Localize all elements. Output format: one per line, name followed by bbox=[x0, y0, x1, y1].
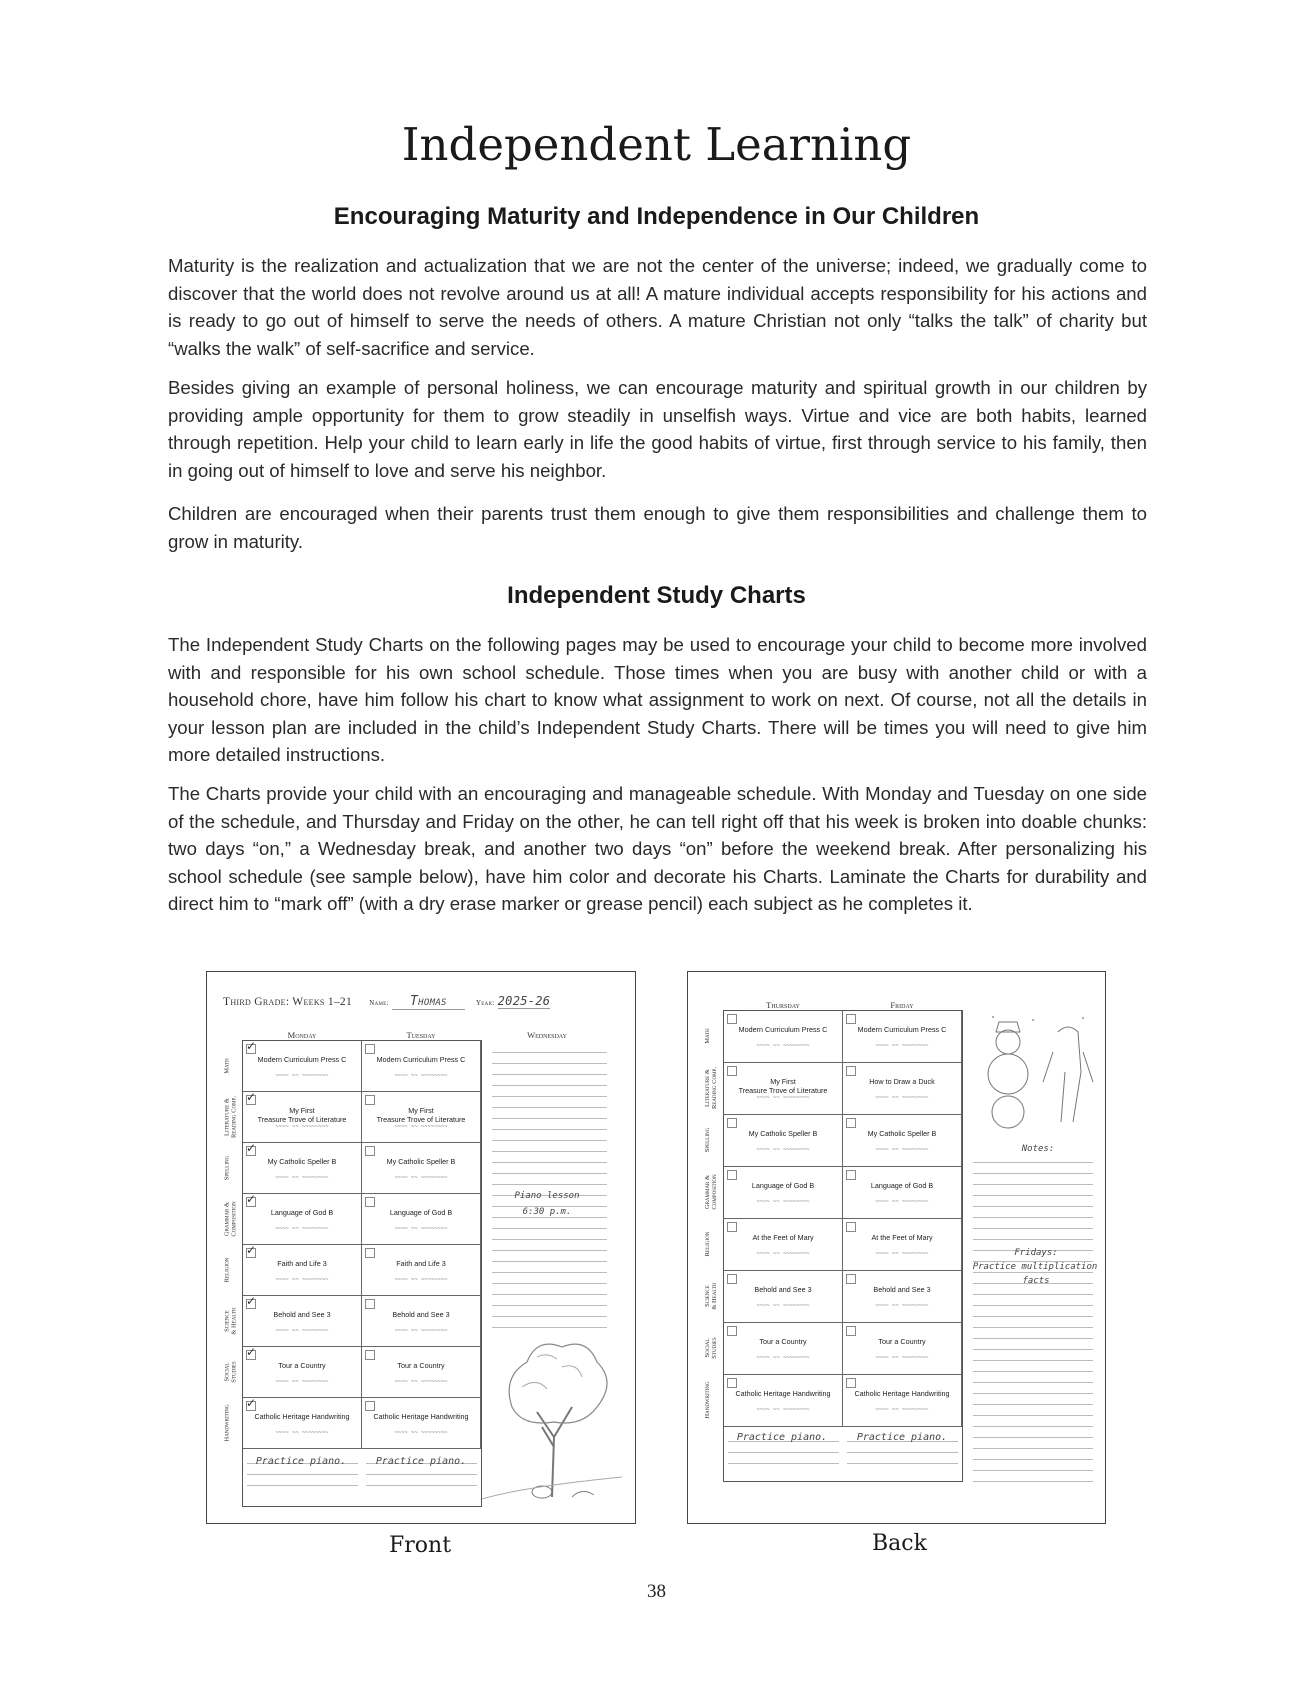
book-title: Language of God B bbox=[389, 1207, 453, 1217]
schedule-cell bbox=[843, 1115, 962, 1167]
checkbox bbox=[727, 1170, 737, 1180]
book-title: Behold and See 3 bbox=[754, 1285, 812, 1294]
schedule-cell bbox=[843, 1011, 962, 1063]
ruled-line bbox=[366, 1474, 477, 1475]
back-note: Fridays: bbox=[1014, 1248, 1058, 1258]
ruled-line bbox=[973, 1470, 1093, 1471]
schedule-cell bbox=[724, 1323, 843, 1375]
ruled-line bbox=[492, 1118, 607, 1119]
page-number: 38 bbox=[647, 1581, 666, 1602]
ruled-line bbox=[973, 1316, 1093, 1317]
handwritten-note: ~~~~ ~~ ~~~~~~~~ bbox=[875, 1199, 929, 1205]
subject-label: Literature & Reading Comp. bbox=[704, 1067, 718, 1109]
checkbox bbox=[727, 1066, 737, 1076]
book-title: Behold and See 3 bbox=[392, 1309, 450, 1319]
book-title: Catholic Heritage Handwriting bbox=[735, 1389, 831, 1398]
page-title: Independent Learning bbox=[401, 118, 912, 171]
schedule-cell bbox=[362, 1092, 481, 1143]
checkbox bbox=[727, 1014, 737, 1024]
handwritten-note: ~~~~ ~~ ~~~~~~~~ bbox=[875, 1147, 929, 1153]
handwritten-note: ~~~~ ~~ ~~~~~~~~ bbox=[275, 1327, 329, 1334]
schedule-cell bbox=[843, 1271, 962, 1323]
checkmark-icon: ✓ bbox=[246, 1396, 257, 1410]
ruled-line bbox=[492, 1250, 607, 1251]
ruled-line bbox=[492, 1140, 607, 1141]
schedule-cell bbox=[243, 1245, 362, 1296]
handwritten-note: ~~~~ ~~ ~~~~~~~~ bbox=[756, 1199, 810, 1205]
schedule-cell bbox=[362, 1041, 481, 1092]
book-title: My Catholic Speller B bbox=[267, 1156, 337, 1166]
schedule-cell bbox=[724, 1271, 843, 1323]
ruled-line bbox=[492, 1283, 607, 1284]
handwritten-note: ~~~~ ~~ ~~~~~~~~ bbox=[756, 1095, 810, 1101]
ruled-line bbox=[973, 1338, 1093, 1339]
checkbox bbox=[846, 1274, 856, 1284]
checkbox bbox=[365, 1350, 375, 1360]
ruled-line bbox=[492, 1305, 607, 1306]
back-caption: Back bbox=[872, 1531, 927, 1556]
handwritten-note: ~~~~ ~~ ~~~~~~~~ bbox=[394, 1327, 448, 1334]
back-chart-image bbox=[687, 971, 1106, 1524]
subject-label: Handwriting bbox=[223, 1403, 230, 1442]
ruled-line bbox=[492, 1294, 607, 1295]
ruled-line bbox=[847, 1452, 958, 1453]
extra-task-thursday: Practice piano. bbox=[736, 1432, 828, 1443]
ruled-line bbox=[492, 1228, 607, 1229]
snowman-illustration bbox=[973, 1012, 1098, 1132]
student-name: Thomas bbox=[392, 994, 465, 1010]
book-title: Language of God B bbox=[270, 1207, 334, 1217]
schedule-cell bbox=[243, 1143, 362, 1194]
wednesday-note: Piano lesson bbox=[514, 1191, 580, 1201]
handwritten-note: ~~~~ ~~ ~~~~~~~~ bbox=[275, 1429, 329, 1436]
book-title: Faith and Life 3 bbox=[277, 1258, 327, 1268]
book-title: My Catholic Speller B bbox=[386, 1156, 456, 1166]
section-heading-study-charts: Independent Study Charts bbox=[507, 582, 806, 609]
ruled-line bbox=[973, 1206, 1093, 1207]
schedule-cell bbox=[243, 1041, 362, 1092]
book-title: My First Treasure Trove of Literature bbox=[376, 1105, 466, 1124]
book-title: Modern Curriculum Press C bbox=[738, 1025, 828, 1034]
front-caption: Front bbox=[389, 1533, 452, 1558]
ruled-line bbox=[973, 1415, 1093, 1416]
checkbox bbox=[365, 1299, 375, 1309]
ruled-line bbox=[973, 1195, 1093, 1196]
handwritten-note: ~~~~ ~~ ~~~~~~~~ bbox=[756, 1251, 810, 1257]
ruled-line bbox=[973, 1228, 1093, 1229]
handwritten-note: ~~~~ ~~ ~~~~~~~~ bbox=[875, 1251, 929, 1257]
schedule-cell bbox=[724, 1167, 843, 1219]
subject-label: Social Studies bbox=[704, 1337, 718, 1359]
checkmark-icon: ✓ bbox=[246, 1294, 257, 1308]
ruled-line bbox=[973, 1217, 1093, 1218]
col-tuesday: Tuesday bbox=[406, 1030, 436, 1040]
extra-task-tuesday: Practice piano. bbox=[375, 1456, 467, 1467]
ruled-line bbox=[973, 1481, 1093, 1482]
checkmark-icon: ✓ bbox=[246, 1345, 257, 1359]
checkbox bbox=[365, 1248, 375, 1258]
handwritten-note: ~~~~ ~~ ~~~~~~~~ bbox=[875, 1043, 929, 1049]
book-title: Catholic Heritage Handwriting bbox=[373, 1411, 469, 1421]
ruled-line bbox=[728, 1452, 839, 1453]
checkbox bbox=[846, 1222, 856, 1232]
schedule-cell bbox=[724, 1219, 843, 1271]
handwritten-note: ~~~~ ~~ ~~~~~~~~ bbox=[394, 1225, 448, 1232]
checkmark-icon: ✓ bbox=[246, 1039, 257, 1053]
back-note: facts bbox=[1022, 1276, 1050, 1286]
paragraph: Children are encouraged when their parents trust them enough to give them responsibilities and challenge them to grow in maturity. bbox=[168, 503, 1147, 552]
handwritten-note: ~~~~ ~~ ~~~~~~~~ bbox=[394, 1072, 448, 1079]
ruled-line bbox=[492, 1107, 607, 1108]
ruled-line bbox=[973, 1239, 1093, 1240]
checkbox bbox=[846, 1170, 856, 1180]
ruled-line bbox=[492, 1173, 607, 1174]
book-title: Tour a Country bbox=[278, 1360, 326, 1370]
ruled-line bbox=[973, 1173, 1093, 1174]
book-title: Language of God B bbox=[870, 1181, 934, 1190]
ruled-line bbox=[492, 1129, 607, 1130]
book-title: Tour a Country bbox=[759, 1337, 807, 1346]
schedule-cell bbox=[843, 1063, 962, 1115]
paragraph: The Independent Study Charts on the following pages may be used to encourage your child to become more involved with and responsible for his own school schedule. Those times when you are busy with another child or with a household chore, have him follow his chart to know what assignment to work on next. Of course, not all the details in your lesson plan are included in the child’s Independent Study Charts. There will be times you will need to give him more detailed instructions. bbox=[168, 634, 1147, 765]
ruled-line bbox=[492, 1316, 607, 1317]
schedule-cell bbox=[362, 1143, 481, 1194]
handwritten-note: ~~~~ ~~ ~~~~~~~~ bbox=[275, 1174, 329, 1181]
extra-task-monday: Practice piano. bbox=[255, 1456, 347, 1467]
ruled-line bbox=[973, 1437, 1093, 1438]
handwritten-note: ~~~~ ~~ ~~~~~~~~ bbox=[756, 1043, 810, 1049]
subject-label: Science & Health bbox=[704, 1282, 718, 1310]
extra-task-friday: Practice piano. bbox=[856, 1432, 948, 1443]
ruled-line bbox=[847, 1463, 958, 1464]
schedule-cell bbox=[724, 1011, 843, 1063]
tree-boy-illustration bbox=[482, 1327, 622, 1507]
handwritten-note: ~~~~ ~~ ~~~~~~~~ bbox=[875, 1303, 929, 1309]
paragraph: Besides giving an example of personal holiness, we can encourage maturity and spiritual growth in our children by providing ample opportunity for them to grow steadily in unselfish ways. Virtue and vice are both habits, learned through repetition. Help your child to learn early in life the good habits of virtue, first through service to his family, then in going out of himself to love and serve his neighbor. bbox=[168, 377, 1147, 481]
checkbox bbox=[727, 1326, 737, 1336]
ruled-line bbox=[973, 1272, 1093, 1273]
checkbox bbox=[846, 1378, 856, 1388]
schedule-cell bbox=[843, 1219, 962, 1271]
subject-label: Grammar & Composition bbox=[704, 1174, 718, 1210]
checkbox bbox=[727, 1378, 737, 1388]
ruled-line bbox=[492, 1162, 607, 1163]
handwritten-note: ~~~~ ~~ ~~~~~~~~ bbox=[875, 1407, 929, 1413]
book-title: My First Treasure Trove of Literature bbox=[738, 1077, 828, 1095]
ruled-line bbox=[973, 1360, 1093, 1361]
subject-label: Math bbox=[704, 1028, 711, 1044]
checkbox bbox=[846, 1014, 856, 1024]
schedule-cell bbox=[843, 1167, 962, 1219]
book-title: Tour a Country bbox=[878, 1337, 926, 1346]
ruled-line bbox=[492, 1074, 607, 1075]
book-title: Modern Curriculum Press C bbox=[857, 1025, 947, 1034]
schedule-cell bbox=[362, 1398, 481, 1449]
ruled-line bbox=[728, 1463, 839, 1464]
col-monday: Monday bbox=[287, 1030, 317, 1040]
checkbox bbox=[846, 1118, 856, 1128]
book-title: Behold and See 3 bbox=[873, 1285, 931, 1294]
ruled-line bbox=[492, 1217, 607, 1218]
subject-label: Grammar & Composition bbox=[223, 1200, 237, 1237]
handwritten-note: ~~~~ ~~ ~~~~~~~~ bbox=[394, 1276, 448, 1283]
schedule-cell bbox=[724, 1063, 843, 1115]
ruled-line bbox=[973, 1448, 1093, 1449]
handwritten-note: ~~~~ ~~ ~~~~~~~~ bbox=[394, 1429, 448, 1436]
schedule-cell bbox=[362, 1245, 481, 1296]
checkbox bbox=[365, 1044, 375, 1054]
checkbox bbox=[365, 1401, 375, 1411]
subject-label: Religion bbox=[704, 1231, 711, 1257]
checkmark-icon: ✓ bbox=[246, 1192, 257, 1206]
handwritten-note: ~~~~ ~~ ~~~~~~~~ bbox=[394, 1123, 448, 1130]
school-year: 2025-26 bbox=[497, 994, 551, 1008]
subject-label: Spelling bbox=[704, 1127, 711, 1153]
ruled-line bbox=[492, 1085, 607, 1086]
ruled-line bbox=[492, 1239, 607, 1240]
chart-header: Third Grade: Weeks 1–21 Name: Thomas Year: 2025-26 bbox=[223, 994, 551, 1009]
ruled-line bbox=[366, 1485, 477, 1486]
wednesday-note: 6:30 p.m. bbox=[522, 1207, 572, 1217]
book-title: Modern Curriculum Press C bbox=[376, 1054, 466, 1064]
checkbox bbox=[727, 1274, 737, 1284]
handwritten-note: ~~~~ ~~ ~~~~~~~~ bbox=[756, 1355, 810, 1361]
schedule-cell bbox=[243, 1194, 362, 1245]
col-wednesday: Wednesday bbox=[527, 1030, 567, 1040]
checkbox bbox=[365, 1095, 375, 1105]
handwritten-note: ~~~~ ~~ ~~~~~~~~ bbox=[275, 1225, 329, 1232]
subject-label: Social Studies bbox=[223, 1360, 237, 1383]
ruled-line bbox=[492, 1151, 607, 1152]
book-title: Modern Curriculum Press C bbox=[257, 1054, 347, 1064]
subject-label: Literature & Reading Comp. bbox=[223, 1095, 237, 1138]
ruled-line bbox=[973, 1459, 1093, 1460]
back-schedule-grid bbox=[723, 1010, 963, 1482]
checkbox bbox=[365, 1197, 375, 1207]
subject-label: Math bbox=[223, 1057, 230, 1074]
book-title: Tour a Country bbox=[397, 1360, 445, 1370]
handwritten-note: ~~~~ ~~ ~~~~~~~~ bbox=[275, 1123, 329, 1130]
checkbox bbox=[846, 1326, 856, 1336]
checkmark-icon: ✓ bbox=[246, 1090, 257, 1104]
schedule-cell bbox=[362, 1347, 481, 1398]
ruled-line bbox=[973, 1184, 1093, 1185]
book-title: Language of God B bbox=[751, 1181, 815, 1190]
ruled-line bbox=[973, 1162, 1093, 1163]
subject-label: Science & Health bbox=[223, 1306, 237, 1335]
ruled-line bbox=[492, 1261, 607, 1262]
checkbox bbox=[727, 1118, 737, 1128]
book-title: My Catholic Speller B bbox=[748, 1129, 818, 1138]
handwritten-note: ~~~~ ~~ ~~~~~~~~ bbox=[394, 1174, 448, 1181]
schedule-cell bbox=[243, 1092, 362, 1143]
paragraph: The Charts provide your child with an encouraging and manageable schedule. With Monday and Tuesday on one side of the schedule, and Thursday and Friday on the other, he can tell right off that his week is broken into doable chunks: two days “on,” a Wednesday break, and another two days “on” before the weekend break. After personalizing his school schedule (see sample below), have him color and decorate his Charts. Laminate the Charts for durability and direct him to “mark off” (with a dry erase marker or grease pencil) each subject as he completes it. bbox=[168, 783, 1147, 914]
handwritten-note: ~~~~ ~~ ~~~~~~~~ bbox=[394, 1378, 448, 1385]
ruled-line bbox=[492, 1272, 607, 1273]
back-note: Practice multiplication bbox=[972, 1262, 1098, 1272]
paragraph: Maturity is the realization and actualization that we are not the center of the universe; indeed, we gradually come to discover that the world does not revolve around us at all! A mature individual accepts responsibility for his actions and is ready to go out of himself to serve the needs of others. A mature Christian not only “talks the talk” of charity but “walks the walk” of self-sacrifice and service. bbox=[168, 255, 1147, 359]
checkbox bbox=[727, 1222, 737, 1232]
schedule-cell bbox=[243, 1296, 362, 1347]
handwritten-note: ~~~~ ~~ ~~~~~~~~ bbox=[875, 1095, 929, 1101]
handwritten-note: ~~~~ ~~ ~~~~~~~~ bbox=[275, 1072, 329, 1079]
front-schedule-grid bbox=[242, 1040, 482, 1507]
col-thursday: Thursday bbox=[766, 1000, 800, 1010]
schedule-cell bbox=[724, 1115, 843, 1167]
schedule-cell bbox=[362, 1296, 481, 1347]
ruled-line bbox=[247, 1474, 358, 1475]
handwritten-note: ~~~~ ~~ ~~~~~~~~ bbox=[756, 1407, 810, 1413]
book-title: How to Draw a Duck bbox=[869, 1077, 935, 1086]
subject-label: Handwriting bbox=[704, 1381, 711, 1419]
checkmark-icon: ✓ bbox=[246, 1243, 257, 1257]
schedule-cell bbox=[243, 1398, 362, 1449]
ruled-line bbox=[492, 1184, 607, 1185]
ruled-line bbox=[973, 1371, 1093, 1372]
book-title: Catholic Heritage Handwriting bbox=[254, 1411, 350, 1421]
book-title: My First Treasure Trove of Literature bbox=[257, 1105, 347, 1124]
checkbox bbox=[365, 1146, 375, 1156]
schedule-cell bbox=[243, 1347, 362, 1398]
book-title: Catholic Heritage Handwriting bbox=[854, 1389, 950, 1398]
handwritten-note: ~~~~ ~~ ~~~~~~~~ bbox=[756, 1147, 810, 1153]
book-title: At the Feet of Mary bbox=[752, 1233, 814, 1242]
schedule-cell bbox=[843, 1375, 962, 1427]
book-title: Faith and Life 3 bbox=[396, 1258, 446, 1268]
handwritten-note: ~~~~ ~~ ~~~~~~~~ bbox=[875, 1355, 929, 1361]
ruled-line bbox=[973, 1327, 1093, 1328]
book-title: At the Feet of Mary bbox=[871, 1233, 933, 1242]
handwritten-note: ~~~~ ~~ ~~~~~~~~ bbox=[275, 1276, 329, 1283]
book-title: My Catholic Speller B bbox=[867, 1129, 937, 1138]
schedule-cell bbox=[843, 1323, 962, 1375]
checkbox bbox=[846, 1066, 856, 1076]
ruled-line bbox=[492, 1052, 607, 1053]
ruled-line bbox=[973, 1349, 1093, 1350]
handwritten-note: ~~~~ ~~ ~~~~~~~~ bbox=[275, 1378, 329, 1385]
schedule-cell bbox=[362, 1194, 481, 1245]
ruled-line bbox=[247, 1485, 358, 1486]
ruled-line bbox=[973, 1382, 1093, 1383]
front-chart-image bbox=[206, 971, 636, 1524]
ruled-line bbox=[973, 1426, 1093, 1427]
section-heading-maturity: Encouraging Maturity and Independence in Our Children bbox=[333, 203, 980, 230]
book-title: Behold and See 3 bbox=[273, 1309, 331, 1319]
checkmark-icon: ✓ bbox=[246, 1141, 257, 1155]
ruled-line bbox=[973, 1393, 1093, 1394]
ruled-line bbox=[973, 1404, 1093, 1405]
subject-label: Spelling bbox=[223, 1155, 230, 1180]
ruled-line bbox=[492, 1063, 607, 1064]
ruled-line bbox=[973, 1294, 1093, 1295]
subject-label: Religion bbox=[223, 1257, 230, 1282]
ruled-line bbox=[492, 1096, 607, 1097]
handwritten-note: ~~~~ ~~ ~~~~~~~~ bbox=[756, 1303, 810, 1309]
col-friday: Friday bbox=[890, 1000, 914, 1010]
ruled-line bbox=[973, 1305, 1093, 1306]
schedule-cell bbox=[724, 1375, 843, 1427]
notes-label: Notes: bbox=[1021, 1144, 1055, 1154]
